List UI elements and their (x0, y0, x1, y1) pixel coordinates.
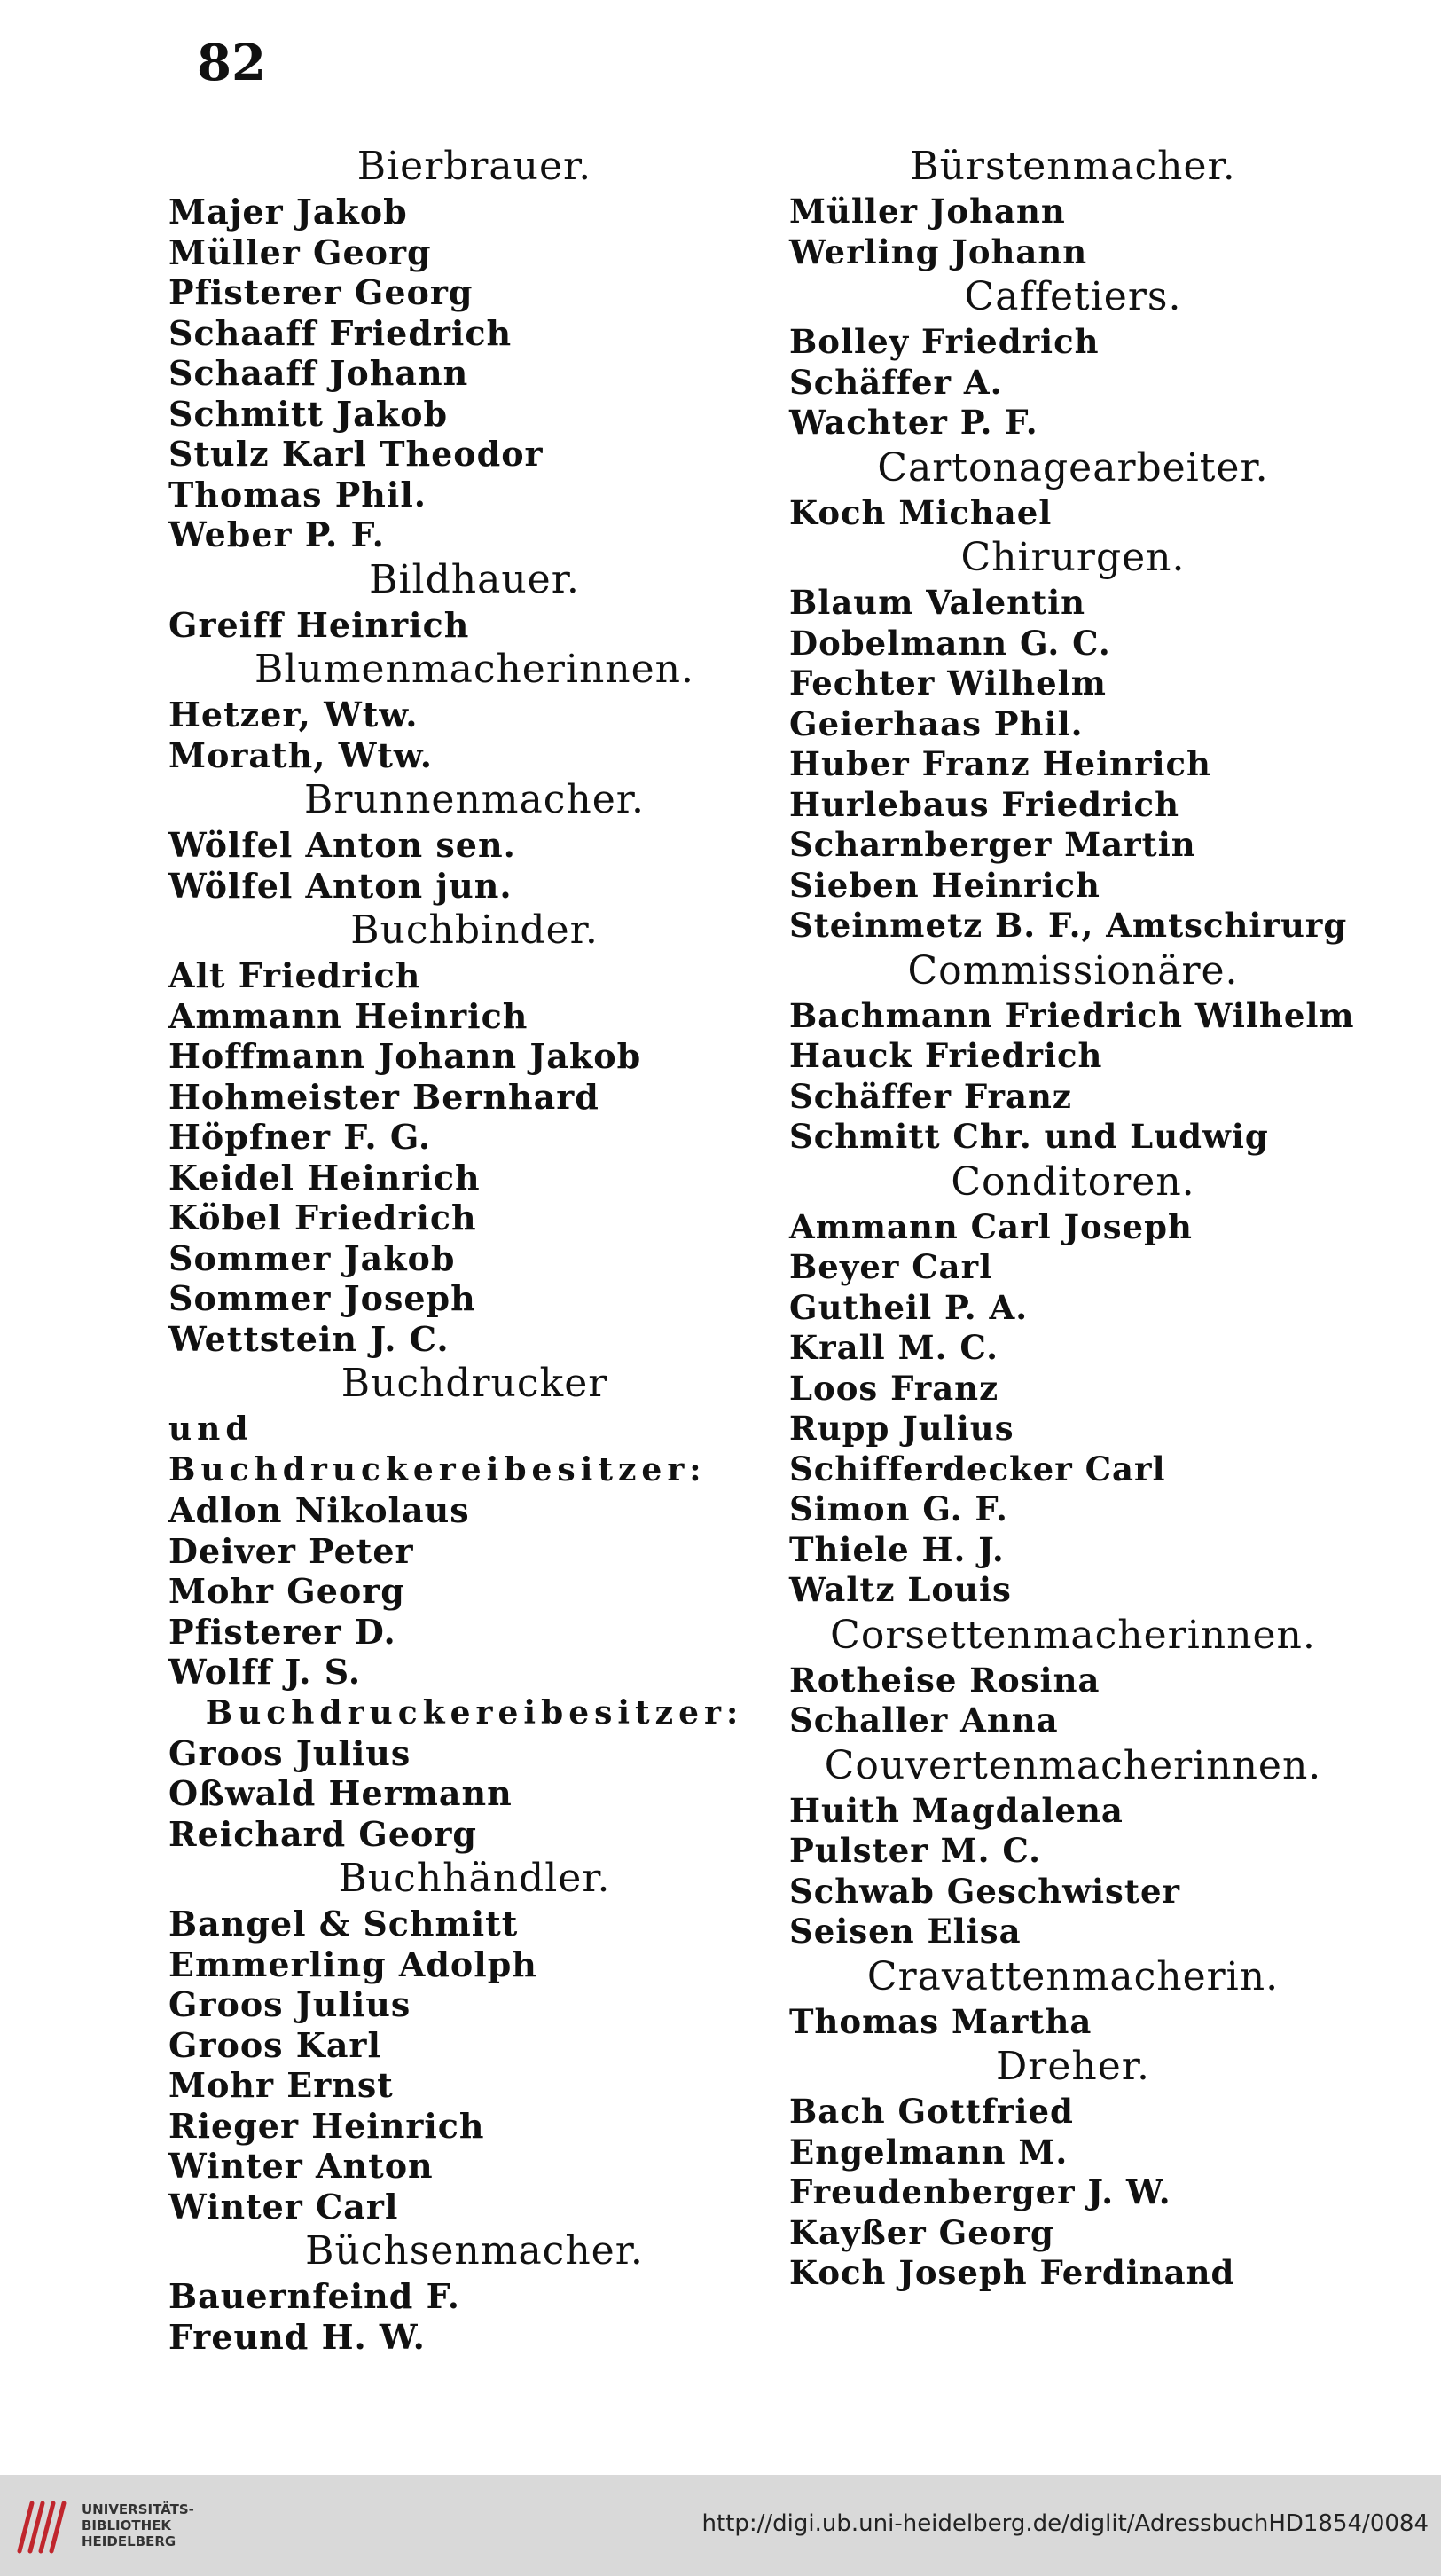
section (168, 1692, 780, 1855)
section (789, 444, 1357, 534)
section (168, 775, 780, 906)
logo-line-1: UNIVERSITÄTS- (82, 2501, 194, 2517)
section-heading: Brunnenmacher. (304, 777, 645, 822)
directory-entry: Simon G. F. (789, 1489, 1008, 1528)
directory-entry: Thiele H. J. (789, 1529, 1005, 1569)
directory-entry: Koch Michael (789, 492, 1053, 532)
section (789, 1158, 1357, 1611)
directory-entry: Wachter P. F. (789, 403, 1038, 442)
entry-list (168, 1490, 780, 1692)
directory-entry: Scharnberger Martin (789, 825, 1196, 864)
directory-entry: Hoffmann Johann Jakob (168, 1036, 642, 1076)
directory-entry: Loos Franz (789, 1368, 999, 1408)
directory-entry: Bolley Friedrich (789, 322, 1100, 361)
directory-entry: Winter Carl (168, 2186, 399, 2227)
directory-entry: Mohr Ernst (168, 2065, 394, 2105)
section-heading: Buchhändler. (338, 1856, 611, 1901)
entry-list (168, 1733, 780, 1855)
directory-entry: Winter Anton (168, 2146, 434, 2186)
directory-entry: Köbel Friedrich (168, 1198, 477, 1237)
directory-entry: Dobelmann G. C. (789, 623, 1111, 663)
entry-list (168, 2276, 780, 2357)
directory-entry: Pfisterer D. (168, 1611, 396, 1652)
entry-list (168, 192, 780, 555)
section-heading: Blumenmacherinnen. (255, 647, 694, 692)
section-heading: Cartonagearbeiter. (877, 444, 1269, 491)
directory-entry: Schäffer A. (789, 362, 1003, 402)
directory-entry: Sieben Heinrich (789, 865, 1100, 905)
directory-entry: Rieger Heinrich (168, 2105, 485, 2146)
directory-entry: Keidel Heinrich (168, 1157, 481, 1198)
section (168, 1854, 780, 2227)
library-logo-text (82, 2501, 194, 2549)
directory-entry: Wettstein J. C. (168, 1318, 450, 1359)
directory-entry: Rupp Julius (789, 1409, 1014, 1448)
directory-entry: Sommer Joseph (168, 1278, 476, 1318)
directory-entry: Deiver Peter (168, 1530, 414, 1571)
section-heading: Chirurgen. (960, 535, 1186, 580)
directory-entry: Schaaff Johann (168, 353, 469, 393)
directory-entry: Stulz Karl Theodor (168, 434, 544, 474)
section (168, 2227, 780, 2357)
section-heading: Bildhauer. (369, 556, 580, 602)
directory-entry: Koch Joseph Ferdinand (789, 2253, 1235, 2292)
directory-entry: Krall M. C. (789, 1328, 999, 1367)
directory-entry: Schaaff Friedrich (168, 312, 513, 353)
directory-entry: Steinmetz B. F., Amtschirurg (789, 906, 1348, 945)
directory-entry: Schäffer Franz (789, 1076, 1072, 1116)
directory-entry: Groos Julius (168, 1732, 411, 1773)
directory-entry: Schwab Geschwister (789, 1871, 1180, 1911)
directory-entry: Waltz Louis (789, 1570, 1012, 1609)
entry-list (168, 825, 780, 906)
logo-line-2: BIBLIOTHEK (82, 2517, 171, 2533)
entry-list (168, 1904, 780, 2227)
directory-entry: Thomas Martha (789, 2001, 1092, 2041)
section-heading: Dreher. (996, 2044, 1150, 2089)
directory-entry: Huith Magdalena (789, 1790, 1124, 1830)
section-subtitle: Buchdruckereibesitzer: (205, 1693, 744, 1732)
section (789, 946, 1357, 1158)
directory-entry: Mohr Georg (168, 1571, 405, 1611)
directory-entry: Sommer Jakob (168, 1237, 456, 1278)
directory-entry: Müller Johann (789, 192, 1066, 231)
directory-entry: Schaller Anna (789, 1700, 1059, 1740)
directory-entry: Pulster M. C. (789, 1831, 1042, 1870)
entry-list (789, 322, 1357, 444)
directory-entry: Schmitt Jakob (168, 393, 449, 434)
directory-entry: Werling Johann (789, 232, 1088, 271)
entry-list (789, 2092, 1357, 2294)
directory-entry: Kayßer Georg (789, 2212, 1054, 2252)
entry-list (789, 493, 1357, 534)
section-subtitle: und Buchdruckereibesitzer: (168, 1410, 707, 1488)
directory-entry: Schifferdecker Carl (789, 1449, 1166, 1488)
section-heading: Buchbinder. (350, 907, 599, 953)
section (789, 533, 1357, 946)
directory-entry: Geierhaas Phil. (789, 703, 1084, 743)
left-column (168, 142, 780, 2357)
directory-entry: Alt Friedrich (168, 955, 421, 995)
source-url-link[interactable]: http://digi.ub.uni-heidelberg.de/diglit/AdressbuchHD1854/0084 (701, 2510, 1429, 2537)
directory-entry: Reichard Georg (168, 1813, 477, 1854)
directory-entry: Hauck Friedrich (789, 1036, 1103, 1075)
section-heading: Cravattenmacherin. (866, 1953, 1280, 1999)
footer-bar (0, 2475, 1441, 2576)
entry-list (168, 955, 780, 1359)
entry-list (789, 996, 1357, 1158)
directory-entry: Bangel & Schmitt (168, 1904, 519, 1944)
section (789, 272, 1357, 444)
entry-list (789, 2002, 1357, 2043)
section (168, 555, 780, 646)
directory-entry: Groos Julius (168, 1984, 411, 2024)
directory-entry: Fechter Wilhelm (789, 664, 1107, 703)
directory-entry: Weber P. F. (168, 514, 385, 554)
directory-entry: Adlon Nikolaus (168, 1490, 470, 1530)
directory-entry: Ammann Heinrich (168, 995, 529, 1036)
directory-entry: Wölfel Anton sen. (168, 825, 516, 865)
directory-entry: Höpfner F. G. (168, 1117, 432, 1157)
section (168, 142, 780, 555)
directory-entry: Ammann Carl Joseph (789, 1206, 1193, 1246)
directory-entry: Majer Jakob (168, 192, 408, 232)
section-heading: Buchdrucker (341, 1361, 608, 1406)
directory-entry: Wolff J. S. (168, 1652, 362, 1692)
directory-entry: Gutheil P. A. (789, 1287, 1029, 1327)
library-logo-icon (12, 2496, 69, 2558)
logo-line-3: HEIDELBERG (82, 2533, 176, 2549)
entry-list (789, 583, 1357, 946)
directory-entry: Rotheise Rosina (789, 1660, 1100, 1700)
section (168, 906, 780, 1359)
right-column (789, 142, 1357, 2294)
directory-entry: Freudenberger J. W. (789, 2172, 1171, 2211)
section-heading: Corsettenmacherinnen. (830, 1612, 1316, 1658)
section-heading: Büchsenmacher. (305, 2228, 644, 2274)
directory-entry: Hurlebaus Friedrich (789, 784, 1179, 824)
directory-entry: Bauernfeind F. (168, 2276, 460, 2316)
section-heading: Conditoren. (951, 1158, 1195, 1205)
section-heading: Bierbrauer. (356, 144, 592, 189)
directory-entry: Müller Georg (168, 232, 432, 272)
directory-entry: Wölfel Anton jun. (168, 865, 513, 906)
directory-entry: Huber Franz Heinrich (789, 744, 1211, 783)
page-number: 82 (197, 34, 266, 92)
section (789, 142, 1357, 272)
section-heading: Commissionäre. (907, 947, 1239, 993)
directory-entry: Groos Karl (168, 2024, 381, 2065)
entry-list (789, 1207, 1357, 1611)
entry-list (168, 695, 780, 775)
directory-entry: Bach Gottfried (789, 2092, 1074, 2131)
directory-entry: Oßwald Hermann (168, 1773, 513, 1813)
directory-entry: Thomas Phil. (168, 474, 427, 514)
entry-list (789, 192, 1357, 272)
directory-entry: Bachmann Friedrich Wilhelm (789, 995, 1355, 1035)
section-heading: Caffetiers. (964, 274, 1182, 319)
section (168, 1359, 780, 1692)
directory-entry: Hetzer, Wtw. (168, 695, 419, 734)
directory-entry: Schmitt Chr. und Ludwig (789, 1117, 1269, 1156)
section-heading: Bürstenmacher. (910, 144, 1236, 189)
directory-entry: Seisen Elisa (789, 1912, 1022, 1951)
directory-entry: Beyer Carl (789, 1247, 993, 1286)
entry-list (789, 1791, 1357, 1952)
directory-entry: Emmerling Adolph (168, 1944, 537, 1984)
section-heading: Couvertenmacherinnen. (824, 1742, 1322, 1788)
directory-entry: Blaum Valentin (789, 583, 1086, 622)
section (789, 1611, 1357, 1741)
directory-entry: Greiff Heinrich (168, 604, 470, 645)
entry-list (168, 605, 780, 646)
directory-entry: Morath, Wtw. (168, 734, 434, 775)
section (789, 2042, 1357, 2294)
section (789, 1952, 1357, 2043)
directory-entry: Hohmeister Bernhard (168, 1076, 599, 1117)
section (168, 645, 780, 775)
directory-entry: Pfisterer Georg (168, 272, 474, 312)
entry-list (789, 1661, 1357, 1741)
directory-entry: Freund H. W. (168, 2316, 426, 2357)
section (789, 1741, 1357, 1952)
directory-entry: Engelmann M. (789, 2132, 1069, 2172)
